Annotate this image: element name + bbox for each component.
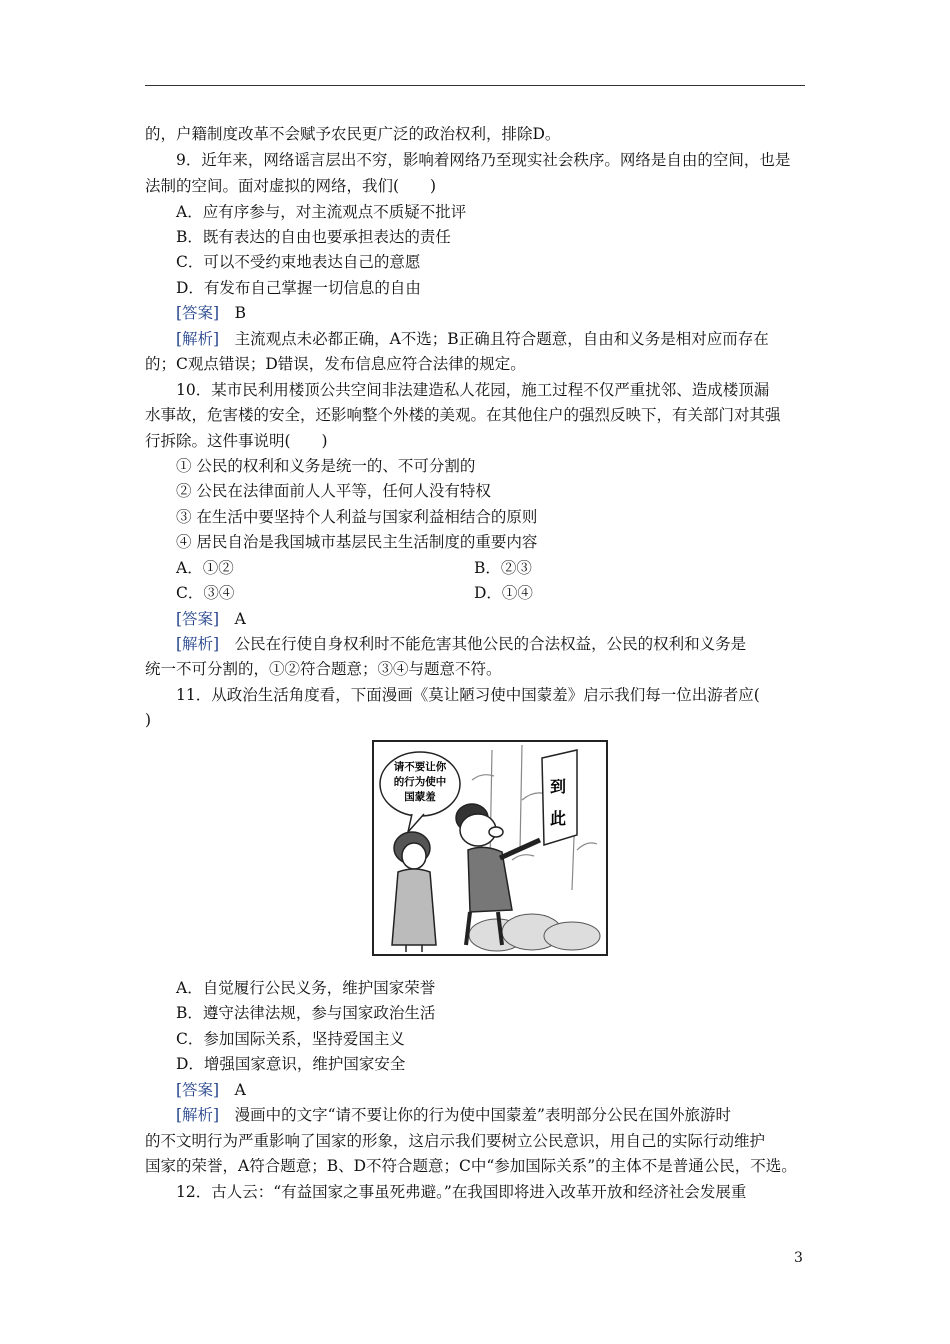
q10-statement-1: ① 公民的权利和义务是统一的、不可分割的 xyxy=(176,457,476,475)
analysis-text: 主流观点未必都正确，A不选；B正确且符合题意，自由和义务是相对应而存在 xyxy=(234,330,769,348)
q10-statement-4: ④ 居民自治是我国城市基层民主生活制度的重要内容 xyxy=(176,533,538,551)
q9-stem-line2: 法制的空间。面对虚拟的网络，我们( ) xyxy=(145,177,437,195)
q10-option-a: A．①② xyxy=(176,559,234,577)
page-number: 3 xyxy=(794,1250,803,1266)
q9-option-a: A．应有序参与，对主流观点不质疑不批评 xyxy=(176,203,467,221)
q11-analysis-line3: 国家的荣誉，A符合题意；B、D不符合题意；C中“参加国际关系”的主体不是普通公民，不选。 xyxy=(145,1157,797,1175)
answer-value: B xyxy=(234,304,246,322)
analysis-text: 漫画中的文字“请不要让你的行为使中国蒙羞”表明部分公民在国外旅游时 xyxy=(234,1106,731,1124)
q9-answer xyxy=(176,303,246,323)
q11-stem-line2: ) xyxy=(145,711,152,729)
q10-option-b: B．②③ xyxy=(474,559,532,577)
q9-analysis-line2: 的；C观点错误；D错误，发布信息应符合法律的规定。 xyxy=(145,355,526,373)
carryover-text: 的，户籍制度改革不会赋予农民更广泛的政治权利，排除D。 xyxy=(145,125,561,143)
q11-option-c: C．参加国际关系，坚持爱国主义 xyxy=(176,1030,405,1048)
analysis-tag: [解析] xyxy=(176,330,220,348)
bubble-line-2: 的行为使中 xyxy=(393,776,447,788)
answer-value: A xyxy=(234,1081,246,1099)
answer-value: A xyxy=(234,610,246,628)
answer-tag: [答案] xyxy=(176,1081,220,1099)
q10-stem-line2: 水事故，危害楼的安全，还影响整个外楼的美观。在其他住户的强烈反映下，有关部门对其强 xyxy=(145,406,781,424)
cartoon-image xyxy=(372,740,608,956)
q10-answer xyxy=(176,609,246,629)
answer-tag: [答案] xyxy=(176,610,220,628)
answer-tag: [答案] xyxy=(176,304,220,322)
q10-stem-line1: 10．某市民利用楼顶公共空间非法建造私人花园，施工过程不仅严重扰邻、造成楼顶漏 xyxy=(176,381,770,399)
q10-statement-3: ③ 在生活中要坚持个人利益与国家利益相结合的原则 xyxy=(176,508,538,526)
q9-option-b: B．既有表达的自由也要承担表达的责任 xyxy=(176,228,451,246)
analysis-text: 公民在行使自身权利时不能危害其他公民的合法权益，公民的权利和义务是 xyxy=(234,635,747,653)
q10-stem-line3: 行拆除。这件事说明( ) xyxy=(145,432,328,450)
header-rule xyxy=(145,85,805,86)
q9-analysis-line1 xyxy=(176,329,769,349)
q11-analysis-line2: 的不文明行为严重影响了国家的形象，这启示我们要树立公民意识，用自己的实际行动维护 xyxy=(145,1132,766,1150)
q11-analysis-line1 xyxy=(176,1105,731,1125)
q11-option-a: A．自觉履行公民义务，维护国家荣誉 xyxy=(176,979,436,997)
sign-char-2: 此 xyxy=(549,809,567,828)
q9-stem-line1: 9．近年来，网络谣言层出不穷，影响着网络乃至现实社会秩序。网络是自由的空间，也是 xyxy=(176,151,791,169)
q11-answer xyxy=(176,1080,246,1100)
q10-statement-2: ② 公民在法律面前人人平等，任何人没有特权 xyxy=(176,482,491,500)
q9-option-d: D．有发布自己掌握一切信息的自由 xyxy=(176,279,421,297)
q10-option-d: D．①④ xyxy=(474,584,533,602)
analysis-tag: [解析] xyxy=(176,1106,220,1124)
q11-option-d: D．增强国家意识，维护国家安全 xyxy=(176,1055,406,1073)
analysis-tag: [解析] xyxy=(176,635,220,653)
q11-stem-line1: 11．从政治生活角度看，下面漫画《莫让陋习使中国蒙羞》启示我们每一位出游者应( xyxy=(176,686,760,704)
q10-analysis-line1 xyxy=(176,634,746,654)
bubble-line-3: 国蒙羞 xyxy=(404,791,436,803)
bubble-line-1: 请不要让你 xyxy=(393,761,447,773)
sign-char-1: 到 xyxy=(549,777,567,796)
q12-stem-line1: 12．古人云：“有益国家之事虽死弗避。”在我国即将进入改革开放和经济社会发展重 xyxy=(176,1183,747,1201)
q11-option-b: B．遵守法律法规，参与国家政治生活 xyxy=(176,1004,436,1022)
q10-option-c: C．③④ xyxy=(176,584,235,602)
q10-analysis-line2: 统一不可分割的，①②符合题意；③④与题意不符。 xyxy=(145,660,502,678)
q9-option-c: C．可以不受约束地表达自己的意愿 xyxy=(176,253,421,271)
